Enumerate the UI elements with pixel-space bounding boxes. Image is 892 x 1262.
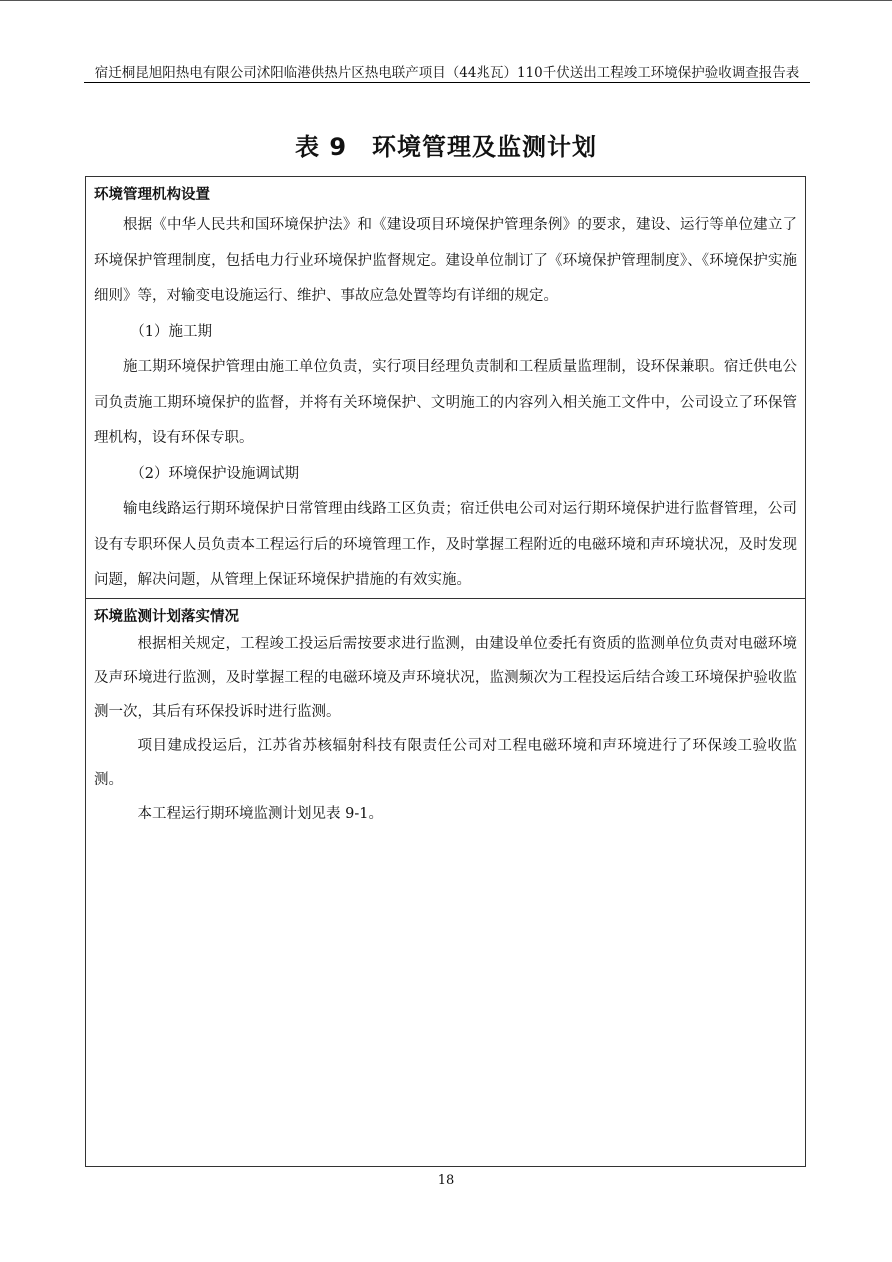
monitoring-paragraph-1: 根据相关规定，工程竣工投运后需按要求进行监测，由建设单位委托有资质的监测单位负责对电磁环境及声环境进行监测，及时掌握工程的电磁环境及声环境状况，监测频次为工程投运后结合竣工环境保护验收监测一次，其后有环保投诉时进行监测。 [94, 636, 797, 720]
page-top-border [0, 0, 892, 1]
section-heading-monitoring: 环境监测计划落实情况 [94, 609, 239, 625]
report-table [85, 176, 806, 1167]
header-rule [84, 82, 810, 83]
page-number: 18 [437, 1173, 455, 1188]
management-intro-paragraph: 根据《中华人民共和国环境保护法》和《建设项目环境保护管理条例》的要求，建设、运行等单位建立了环境保护管理制度，包括电力行业环境保护监督规定。建设单位制订了《环境保护管理制度》、《环境保护实施细则》等，对输变电设施运行、维护、事故应急处置等均有详细的规定。 [94, 217, 797, 304]
sub-heading-commissioning: （2）环境保护设施调试期 [130, 465, 299, 482]
commissioning-paragraph: 输电线路运行期环境保护日常管理由线路工区负责；宿迁供电公司对运行期环境保护进行监督管理，公司设有专职环保人员负责本工程运行后的环境管理工作，及时掌握工程附近的电磁环境和声环境状况，及时发现问题，解决问题，从管理上保证环境保护措施的有效实施。 [94, 501, 797, 588]
running-header: 宿迁桐昆旭阳热电有限公司沭阳临港供热片区热电联产项目（44兆瓦）110千伏送出工程竣工环境保护验收调查报告表 [94, 65, 800, 81]
monitoring-paragraph-2: 项目建成投运后，江苏省苏核辐射科技有限责任公司对工程电磁环境和声环境进行了环保竣工验收监测。 [94, 738, 797, 788]
section-heading-management: 环境管理机构设置 [94, 187, 210, 203]
page-title: 表 9 环境管理及监测计划 [294, 133, 598, 161]
section-monitoring-plan [86, 599, 805, 1166]
section-environmental-management [86, 177, 805, 599]
sub-heading-construction: （1）施工期 [130, 323, 212, 340]
monitoring-paragraph-3: 本工程运行期环境监测计划见表 9-1。 [137, 806, 383, 822]
construction-paragraph: 施工期环境保护管理由施工单位负责，实行项目经理负责制和工程质量监理制，设环保兼职。宿迁供电公司负责施工期环境保护的监督，并将有关环境保护、文明施工的内容列入相关施工文件中，公司设立了环保管理机构，设有环保专职。 [94, 359, 797, 446]
